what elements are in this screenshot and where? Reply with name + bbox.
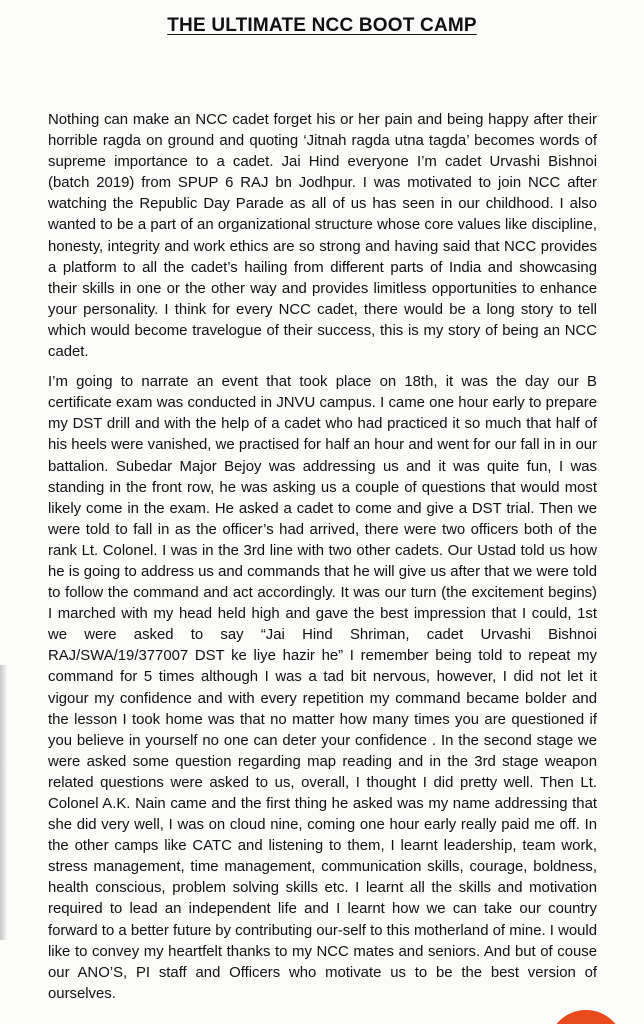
document-body xyxy=(48,110,597,1005)
page-fold-shadow xyxy=(0,665,7,940)
document-title: THE ULTIMATE NCC BOOT CAMP xyxy=(167,15,477,36)
floating-action-button[interactable] xyxy=(548,1010,624,1024)
paragraph-intro: Nothing can make an NCC cadet forget his or her pain and being happy after their horrible ragda on ground and quoting ‘Jitnah ragda utna tagda’ becomes words of supreme importance to a cadet. Jai Hind everyone I’m cadet Urvashi Bishnoi (batch 2019) from SPUP 6 RAJ bn Jodhpur. I was motivated to join NCC after watching the Republic Day Parade as all of us has seen in our childhood. I also wanted to be a part of an organizational structure whose core values like discipline, honesty, integrity and work ethics are so strong and having said that NCC provides a platform to all the cadet’s hailing from different parts of India and showcasing their skills in one or the other way and provides limitless opportunities to enhance your personality. I think for every NCC cadet, there would be a long story to tell which would become travelogue of their success, this is my story of being an NCC cadet. xyxy=(48,112,597,361)
paragraph-narrative: I’m going to narrate an event that took place on 18th, it was the day our B certificate exam was conducted in JNVU campus. I came one hour early to prepare my DST drill and with the help of a cadet who had practiced it so much that half of his heels were vanished, we practised for half an hour and went for our fall in in our battalion. Subedar Major Bejoy was addressing us and it was quite fun, I was standing in the front row, he was asking us a couple of questions that would most likely come in the exam. He asked a cadet to come and give a DST trial. Then we were told to fall in as the officer’s had arrived, there were two officers both of the rank Lt. Colonel. I was in the 3rd line with two other cadets. Our Ustad told us how he is going to address us and commands that he will give us after that we were told to follow the command and act accordingly. It was our turn (the excitement begins) I marched with my head held high and gave the best impression that I could, 1st we were asked to say “Jai Hind Shriman, cadet Urvashi Bishnoi RAJ/SWA/19/377007 DST ke liye hazir he” I remember being told to repeat my command for 5 times although I was a tad bit nervous, however, I did not let it vigour my confidence and with every repetition my command became bolder and the lesson I took home was that no matter how many times you are questioned if you believe in yourself no one can deter your confidence . In the second stage we were asked some question regarding map reading and in the 3rd stage weapon related questions were asked to us, overall, I thought I did pretty well. Then Lt. Colonel A.K. Nain came and the first thing he asked was my name addressing that she did very well, I was on cloud nine, coming one hour early really paid me off. In the other camps like CATC and listening to them, I learnt leadership, team work, stress management, time management, communication skills, courage, boldness, health conscious, problem solving skills etc. I learnt all the skills and motivation required to lead an independent life and I learnt how we can take our country forward to a better future by contributing our-self to this motherland of mine. I would like to convey my heartfelt thanks to my NCC mates and seniors. And but of couse our ANO’S, PI staff and Officers who motivate us to be the best version of ourselves. xyxy=(48,374,597,1002)
